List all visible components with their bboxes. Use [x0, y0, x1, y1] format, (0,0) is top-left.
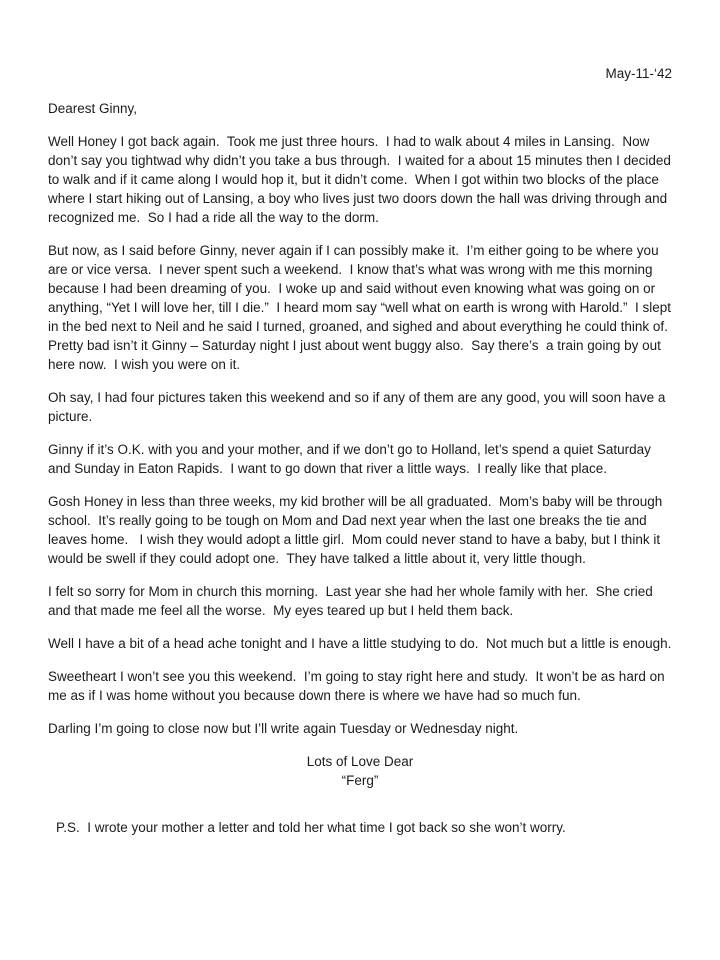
letter-paragraph: I felt so sorry for Mom in church this morning. Last year she had her whole family with her. She cried and that made me feel all the worse. My eyes teared up but I held them back. [48, 584, 657, 618]
letter-paragraph: Gosh Honey in less than three weeks, my kid brother will be all graduated. Mom’s baby will be through school. It’s really going to be tough on Mom and Dad next year when the last one breaks the tie and leaves home. I wish they would adopt a little girl. Mom could never stand to have a baby, but I think it would be swell if they could adopt one. They have talked a little about it, very little though. [48, 494, 667, 566]
letter-paragraph: Darling I’m going to close now but I’ll write again Tuesday or Wednesday night. [48, 721, 519, 736]
letter-paragraph: Well Honey I got back again. Took me just three hours. I had to walk about 4 miles in Lansing. Now don’t say you tightwad why didn’t you take a bus through. I waited for a about 15 minutes then I decided to walk and if it came along I would hop it, but it didn’t come. When I got within two blocks of the place where I start hiking out of Lansing, a boy who lives just two doors down the hall was driving through and recognized me. So I had a ride all the way to the dorm. [48, 134, 675, 225]
closing-valediction: Lots of Love Dear [306, 754, 414, 769]
letter-paragraph: Oh say, I had four pictures taken this weekend and so if any of them are any good, you will soon have a picture. [48, 390, 670, 424]
letter-salutation: Dearest Ginny, [48, 101, 138, 116]
letter-date: May-11-‘42 [605, 66, 672, 81]
letter-paragraph: Well I have a bit of a head ache tonight and I have a little studying to do. Not much but a little is enough. [48, 636, 672, 651]
letter-paragraph: But now, as I said before Ginny, never again if I can possibly make it. I’m either going to be where you are or vice versa. I never spent such a weekend. I know that’s what was wrong with me this morning because I had been dreaming of you. I woke up and said without even knowing what was going on or anything, “Yet I will love her, till I die.” I heard mom say “well what on earth is wrong with Harold.” I slept in the bed next to Neil and he said I turned, groaned, and sighed and about everything he could think of. Pretty bad isn’t it Ginny – Saturday night I just about went buggy also. Say there’s a train going by out here now. I wish you were on it. [48, 243, 676, 372]
letter-paragraph: Ginny if it’s O.K. with you and your mother, and if we don’t go to Holland, let’s spend a quiet Saturday and Sunday in Eaton Rapids. I want to go down that river a little ways. I really like that place. [48, 442, 655, 476]
letter-paragraph: Sweetheart I won’t see you this weekend. I’m going to stay right here and study. It won’t be as hard on me as if I was home without you because down there is where we have had so much fun. [48, 669, 669, 703]
letter-postscript: P.S. I wrote your mother a letter and told her what time I got back so she won’t worry. [56, 820, 566, 835]
signature: “Ferg” [341, 773, 379, 788]
letter-closing [48, 752, 672, 790]
